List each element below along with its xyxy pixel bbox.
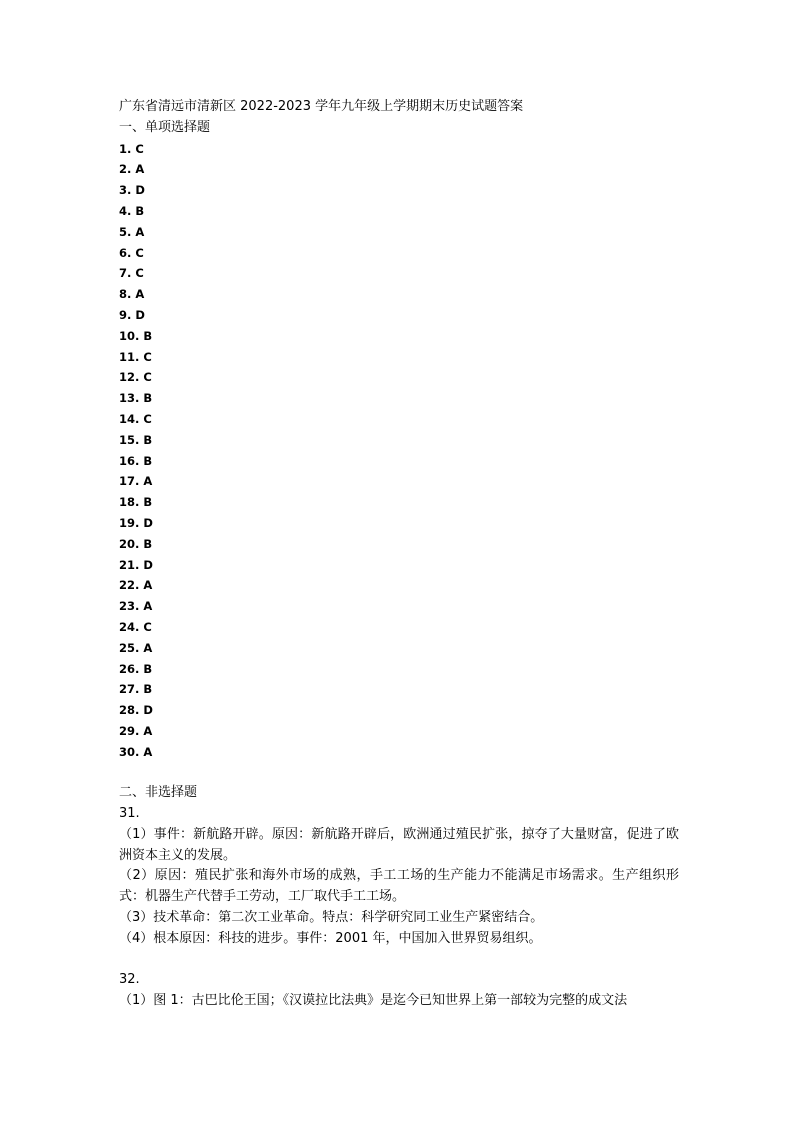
answer-item: 10. B	[119, 328, 153, 343]
answer-item: 12. C	[119, 370, 152, 385]
answer-item: 16. B	[119, 453, 153, 468]
answer-item: 1. C	[119, 141, 144, 156]
answer-item: 17. A	[119, 474, 153, 489]
answer-paragraph: （3）技术革命：第二次工业革命。特点：科学研究同工业生产紧密结合。	[119, 910, 544, 926]
answer-item: 5. A	[119, 224, 145, 239]
answer-item: 25. A	[119, 640, 153, 655]
answer-item: 9. D	[119, 307, 145, 322]
answer-item: 21. D	[119, 557, 153, 572]
answer-item: 8. A	[119, 287, 145, 302]
answer-item: 19. D	[119, 515, 153, 530]
answer-item: 22. A	[119, 578, 153, 593]
answer-item: 18. B	[119, 495, 153, 510]
answer-item: 14. C	[119, 411, 152, 426]
document-title: 广东省清远市清新区 2022-2023 学年九年级上学期期末历史试题答案	[119, 99, 524, 114]
answer-paragraph: （4）根本原因：科技的进步。事件：2001 年，中国加入世界贸易组织。	[119, 930, 542, 946]
section-heading-multiple-choice: 一、单项选择题	[119, 119, 211, 135]
section-heading-non-choice: 二、非选择题	[119, 785, 198, 801]
answer-item: 6. C	[119, 245, 144, 260]
answer-paragraph: （1）事件：新航路开辟。原因：新航路开辟后，欧洲通过殖民扩张，掠夺了大量财富，促进了欧洲资本主义的发展。	[119, 826, 679, 863]
spacer	[119, 950, 679, 971]
spacer	[119, 763, 679, 784]
answer-paragraph: （2）原因：殖民扩张和海外市场的成熟，手工工场的生产能力不能满足市场需求。生产组织形式：机器生产代替手工劳动，工厂取代手工工场。	[119, 868, 679, 905]
answer-paragraph: （1）图 1：古巴比伦王国；《汉谟拉比法典》是迄今已知世界上第一部较为完整的成文法	[119, 993, 628, 1009]
answer-item: 28. D	[119, 703, 153, 718]
answer-list	[119, 139, 679, 763]
answer-item: 30. A	[119, 744, 153, 759]
answer-item: 13. B	[119, 391, 153, 406]
answer-item: 11. C	[119, 349, 152, 364]
document-body	[119, 97, 679, 1012]
answer-item: 27. B	[119, 682, 153, 697]
answer-item: 29. A	[119, 723, 153, 738]
answer-item: 2. A	[119, 162, 145, 177]
answer-item: 24. C	[119, 619, 152, 634]
answer-item: 7. C	[119, 266, 144, 281]
answer-item: 20. B	[119, 536, 153, 551]
question-number: 31.	[119, 806, 140, 822]
answer-item: 3. D	[119, 183, 145, 198]
answer-item: 15. B	[119, 432, 153, 447]
answer-item: 4. B	[119, 203, 145, 218]
question-number: 32.	[119, 972, 140, 988]
answer-item: 23. A	[119, 599, 153, 614]
answer-item: 26. B	[119, 661, 153, 676]
